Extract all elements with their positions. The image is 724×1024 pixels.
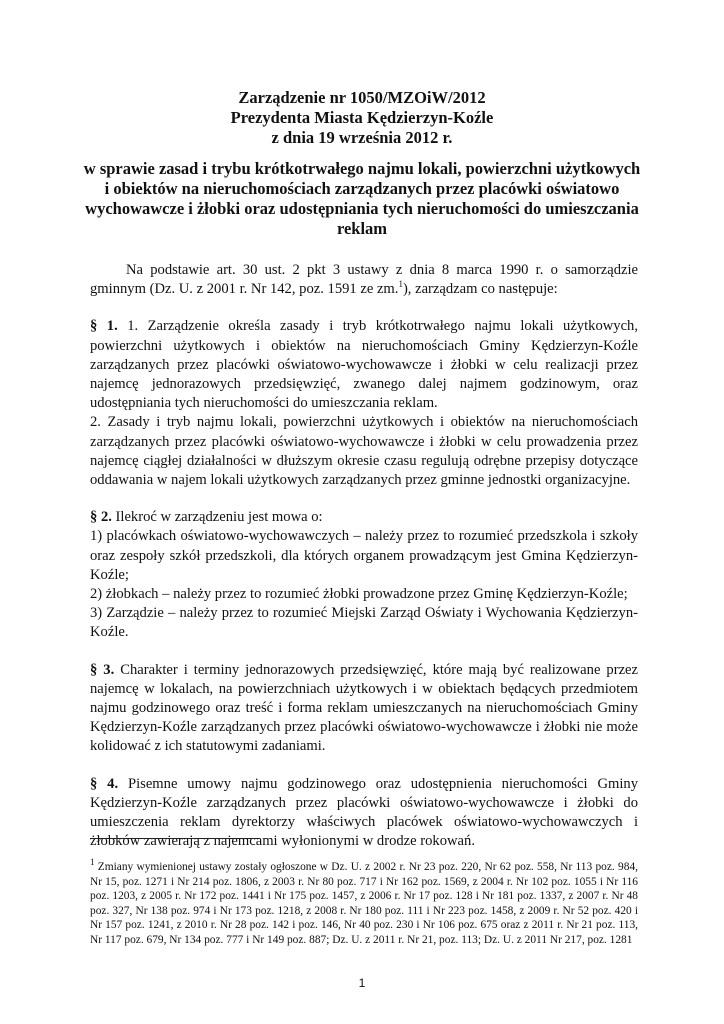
- footnote-text: Zmiany wymienionej ustawy zostały ogłoszone w Dz. U. z 2002 r. Nr 23 poz. 220, Nr 62 poz. 558, Nr 113 poz. 984, Nr 15, poz. 1271 i Nr 214 poz. 1806, z 2003 r. Nr 80 poz. 717 i Nr 162 poz. 1569, z 2004 r. Nr 102 poz. 1055 i Nr 116 poz. 1203, z 2005 r. Nr 172 poz. 1441 i Nr 175 poz. 1457, z 2006 r. Nr 17 poz. 128 i Nr 181 poz. 1337, z 2007 r. Nr 48 poz. 327, Nr 138 poz. 974 i Nr 173 poz. 1218, z 2008 r. Nr 180 poz. 111 i Nr 223 poz. 1458, z 2009 r. Nr 52 poz. 420 i Nr 157 poz. 1241, z 2010 r. Nr 28 poz. 142 i poz. 146, Nr 40 poz. 230 i Nr 106 poz. 675 oraz z 2011 r. Nr 21 poz. 113, Nr 117 poz. 679, Nr 134 poz. 777 i Nr 149 poz. 887; Dz. U. z 2011 r. Nr 21, poz. 113; Dz. U. z 2011 Nr 217, poz. 1281: [90, 861, 638, 946]
- document-body: [90, 261, 638, 851]
- footnote-mark: 1: [90, 857, 95, 868]
- section-1-mark: § 1.: [90, 318, 118, 335]
- ordinance-subject: w sprawie zasad i trybu krótkotrwałego najmu lokali, powierzchni użytkowych i obiektów na nieruchomościach zarządzanych przez placówki oświatowo wychowawcze i żłobki oraz udostępniania tych nieruchomości do umieszczania reklam: [83, 159, 641, 238]
- issue-date: z dnia 19 września 2012 r.: [271, 128, 453, 147]
- section-4-mark: § 4.: [90, 775, 119, 792]
- section-2-intro: [90, 508, 638, 527]
- preamble-text: Na podstawie art. 30 ust. 2 pkt 3 ustawy z dnia 8 marca 1990 r. o samorządzie gminnym (Dz. U. z 2001 r. Nr 142, poz. 1591 ze zm.: [90, 262, 638, 298]
- issuing-authority: Prezydenta Miasta Kędzierzyn-Koźle: [230, 108, 494, 127]
- section-4: [90, 775, 638, 852]
- section-2-item-2: 2) żłobkach – należy przez to rozumieć żłobki prowadzone przez Gminę Kędzierzyn-Koźle;: [90, 586, 628, 603]
- preamble-text-end: ), zarządzam co następuje:: [402, 281, 558, 298]
- section-2-intro-text: Ilekroć w zarządzeniu jest mowa o:: [111, 509, 323, 526]
- preamble: [90, 261, 638, 299]
- footnote: [90, 857, 638, 948]
- section-2-item-1: 1) placówkach oświatowo-wychowawczych – należy przez to rozumieć przedszkola i szkoły oraz zespoły szkół przedszkoli, dla których organem prowadzącym jest Gmina Kędzierzyn-Koźle;: [90, 528, 638, 583]
- section-4-text: Pisemne umowy najmu godzinowego oraz udostępnienia nieruchomości Gminy Kędzierzyn-Koźle zarządzanych przez placówki oświatowo-wychowawcze i żłobki do umieszczenia reklam dyrektorzy właściwych placówek oświatowo-wychowawczych i żłobków zawierają z najemcami wyłonionymi w drodze rokowań.: [90, 775, 638, 850]
- section-1-paragraph-1: [90, 317, 638, 413]
- section-3: [90, 661, 638, 757]
- ordinance-number: Zarządzenie nr 1050/MZOiW/2012: [238, 88, 486, 107]
- section-3-mark: § 3.: [90, 661, 115, 678]
- section-2-mark: § 2.: [90, 509, 112, 526]
- page-number: 1: [358, 976, 366, 990]
- document-header: [80, 88, 644, 148]
- section-1-text: 1. Zarządzenie określa zasady i tryb krótkotrwałego najmu lokali użytkowych, powierzchni użytkowych i obiektów na nieruchomościach Gminy Kędzierzyn-Koźle zarządzanych przez placówki oświatowo-wychowawcze i żłobki w celu realizacji przez najemcę jednorazowych przedsięwzięć, zwanego dalej najmem godzinowym, oraz udostępniania tych nieruchomości do umieszczania reklam.: [90, 318, 639, 412]
- footnote-reference: 1: [398, 279, 403, 290]
- section-1-paragraph-2: 2. Zasady i tryb najmu lokali, powierzchni użytkowych i obiektów na nieruchomościach zarządzanych przez placówki oświatowo-wychowawcze i żłobki w celu prowadzenia przez najemcę ciągłej działalności w dłuższym okresie czasu regulują odrębne przepisy dotyczące oddawania w najem lokali użytkowych zarządzanych przez gminne jednostki organizacyjne.: [90, 414, 638, 489]
- section-2-item-3: 3) Zarządzie – należy przez to rozumieć Miejski Zarząd Oświaty i Wychowania Kędzierzyn-Koźle.: [90, 605, 638, 641]
- footnote-separator: [90, 838, 260, 839]
- section-3-text: Charakter i terminy jednorazowych przedsięwzięć, które mają być realizowane przez najemcę w lokalach, na powierzchniach użytkowych i w obiektach będących przedmiotem najmu godzinowego oraz treść i forma reklam umieszczanych na nieruchomościach Gminy Kędzierzyn-Koźle zarządzanych przez placówki oświatowo-wychowawcze i żłobki nie może kolidować z ich statutowymi zadaniami.: [90, 661, 638, 755]
